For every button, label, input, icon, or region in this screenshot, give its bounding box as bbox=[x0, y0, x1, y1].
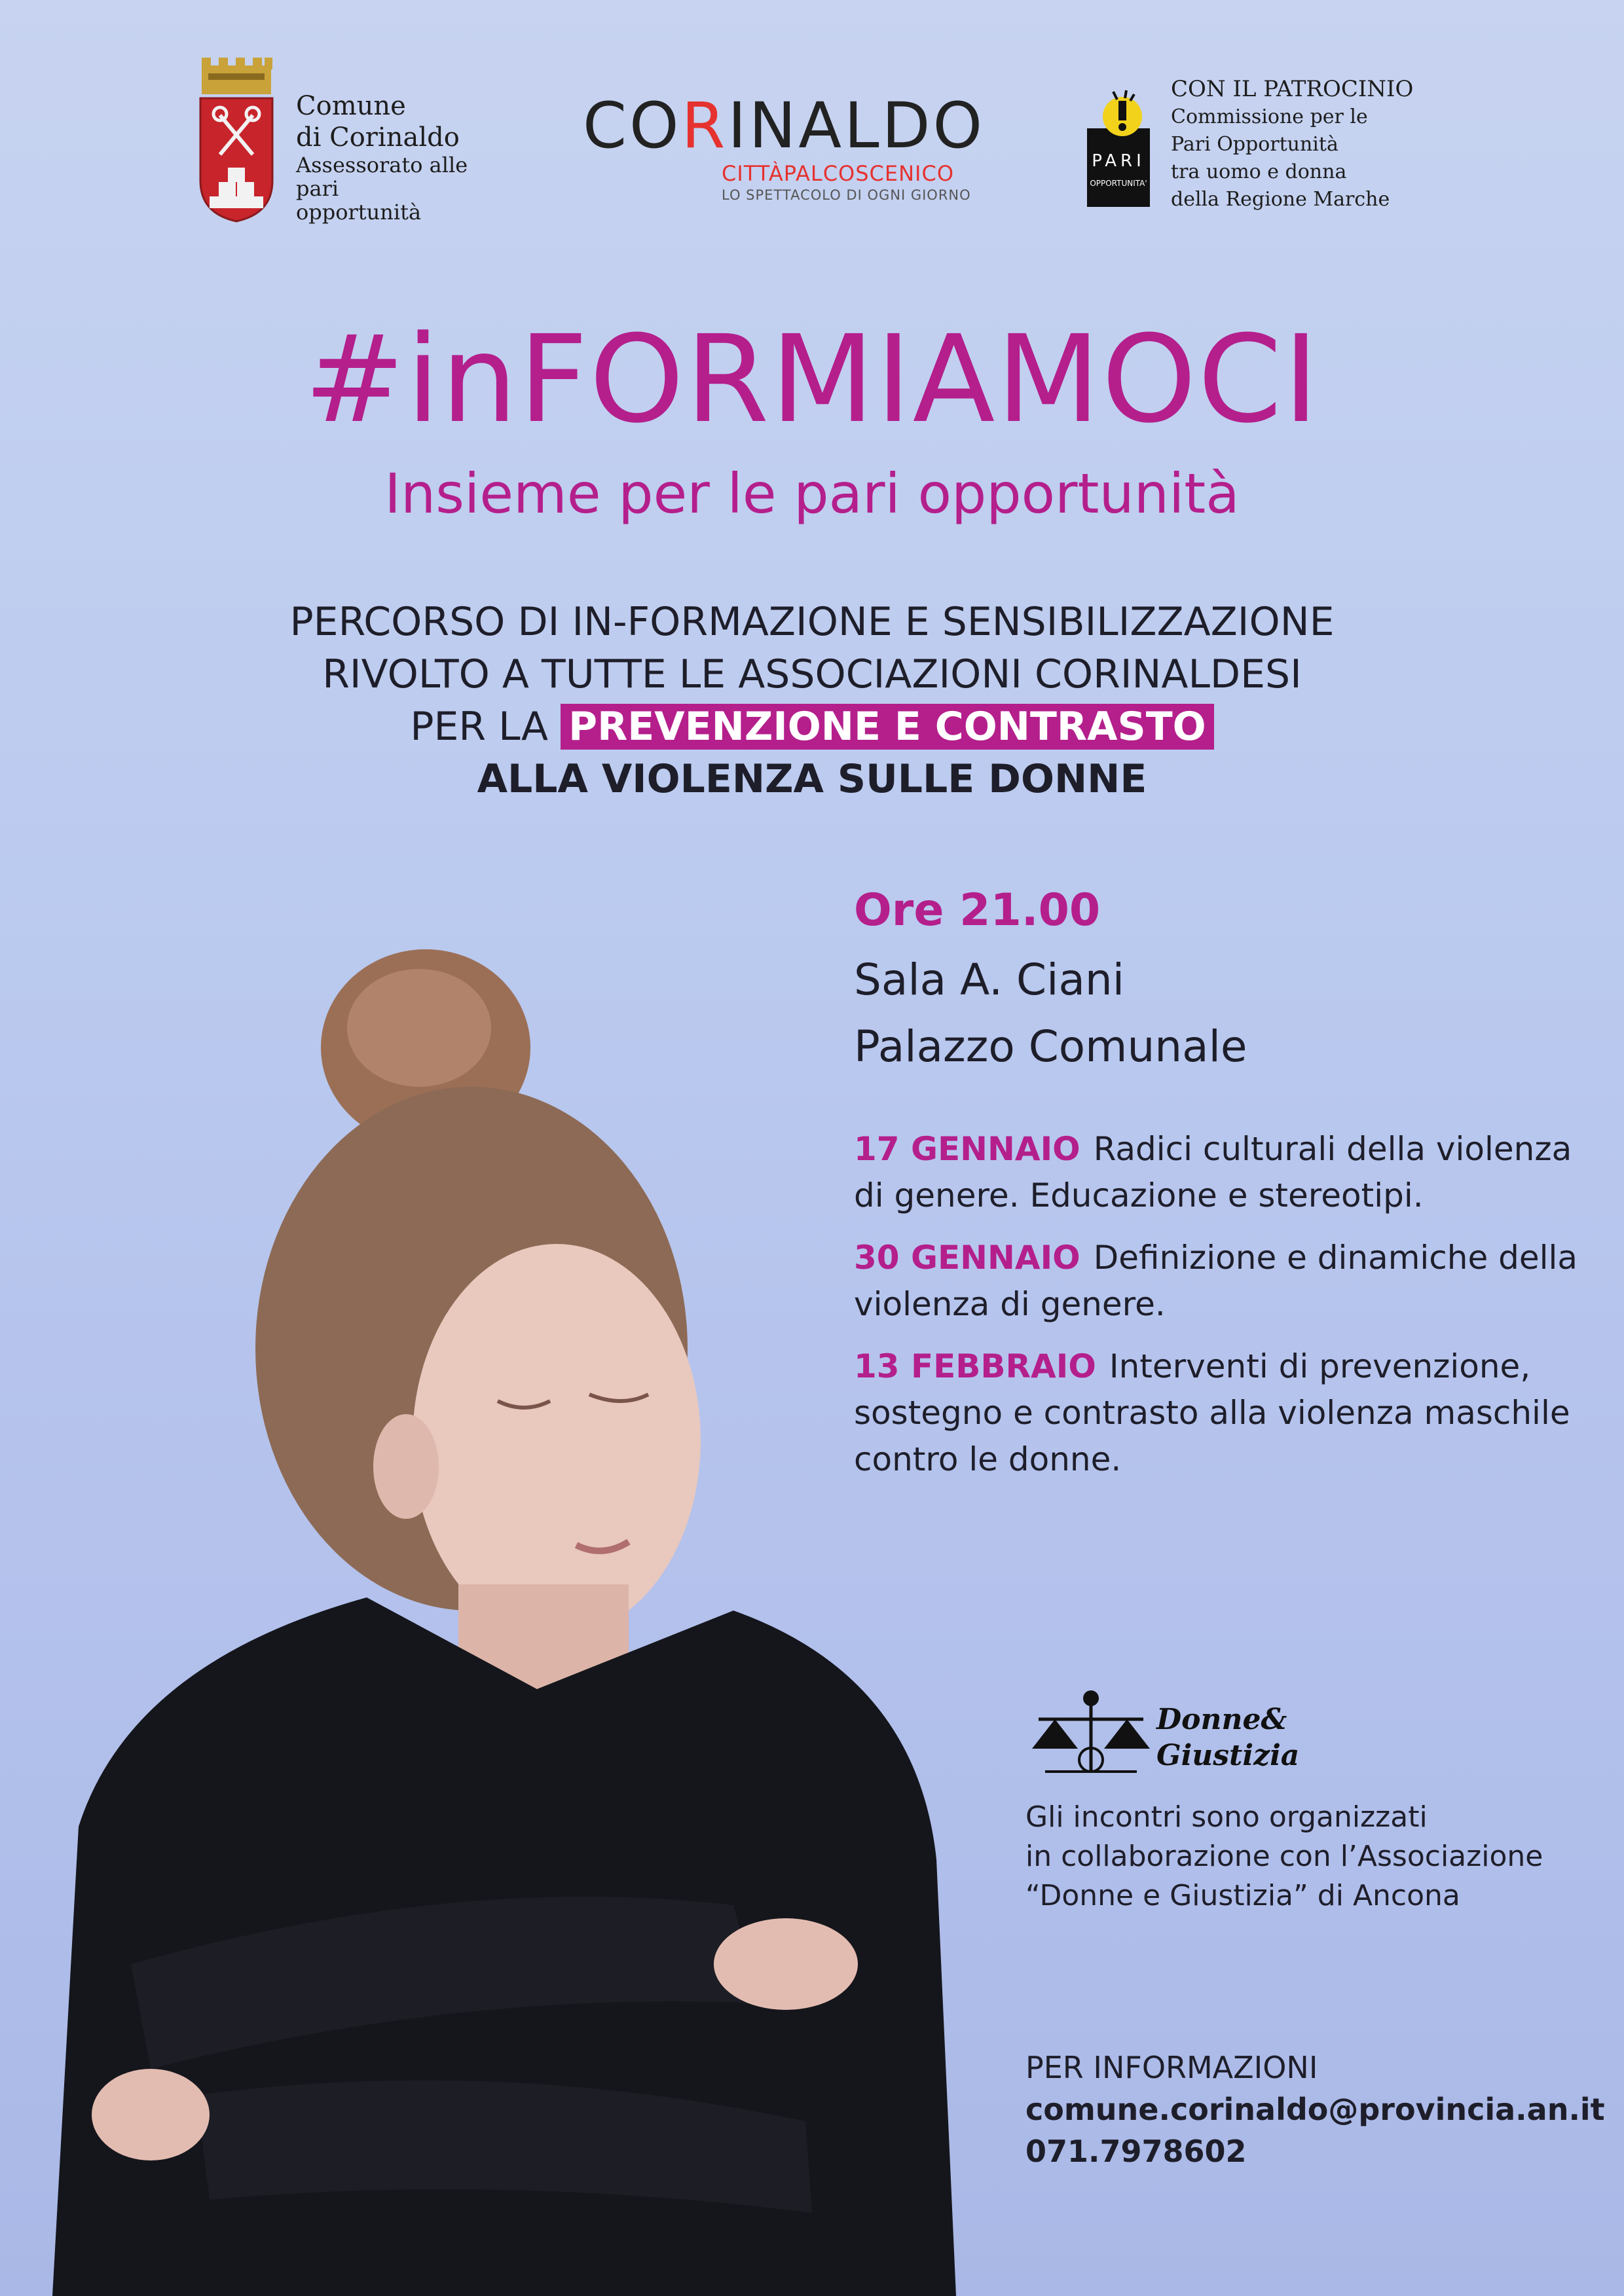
contact-email-link[interactable]: comune.corinaldo@provincia.an.it bbox=[1025, 2092, 1605, 2127]
schedule-topic: Definizione e dinamiche della violenza di genere. bbox=[854, 1239, 1578, 1323]
schedule-date: 30 GENNAIO bbox=[854, 1239, 1080, 1277]
svg-text:Giustizia: Giustizia bbox=[1156, 1739, 1300, 1772]
event-time: Ore 21.00 bbox=[854, 884, 1101, 936]
schedule-date: 13 FEBBRAIO bbox=[854, 1347, 1096, 1385]
schedule-item bbox=[854, 1126, 1600, 1219]
schedule-topic: Radici culturali della violenza di genere. Educazione e stereotipi. bbox=[854, 1130, 1572, 1214]
comune-corinaldo-logo bbox=[194, 56, 469, 227]
schedule-item bbox=[854, 1343, 1600, 1483]
department-label-2: pari opportunità bbox=[296, 176, 422, 225]
municipality-label: di Corinaldo bbox=[296, 122, 460, 153]
donne-e-giustizia-logo bbox=[1025, 1686, 1327, 1785]
coat-of-arms-icon bbox=[194, 56, 279, 227]
intro-line-1: PERCORSO DI IN-FORMAZIONE E SENSIBILIZZAZIONE bbox=[289, 599, 1335, 645]
brand-wordmark: CORINALDO bbox=[583, 89, 986, 162]
schedule-item bbox=[854, 1235, 1600, 1328]
schedule-date: 17 GENNAIO bbox=[854, 1130, 1080, 1168]
contact-phone-link[interactable]: 071.7978602 bbox=[1025, 2134, 1247, 2169]
campaign-subtitle: Insieme per le pari opportunità bbox=[384, 462, 1240, 526]
woman-photo bbox=[0, 943, 982, 2296]
collaboration-note bbox=[1025, 1798, 1615, 1916]
intro-text bbox=[0, 596, 1624, 805]
patronage-label: CON IL PATROCINIO bbox=[1171, 76, 1414, 102]
brand-tagline: CITTÀPALCOSCENICO bbox=[722, 161, 954, 186]
campaign-hashtag-title: #inFORMIAMOCI bbox=[304, 310, 1320, 450]
intro-line-3: PER LA PREVENZIONE E CONTRASTO bbox=[0, 701, 1624, 753]
venue-building: Palazzo Comunale bbox=[854, 1021, 1247, 1072]
commission-line-4: della Regione Marche bbox=[1171, 188, 1390, 211]
svg-text:OPPORTUNITA': OPPORTUNITA' bbox=[1090, 179, 1147, 188]
commission-line-2: Pari Opportunità bbox=[1171, 133, 1338, 156]
corinaldo-brand-logo bbox=[576, 86, 1035, 217]
brand-slogan: LO SPETTACOLO DI OGNI GIORNO bbox=[722, 187, 971, 203]
commission-line-3: tra uomo e donna bbox=[1171, 160, 1347, 183]
highlight-label: PREVENZIONE E CONTRASTO bbox=[561, 704, 1214, 750]
intro-line-2: RIVOLTO A TUTTE LE ASSOCIAZIONI CORINALDESI bbox=[322, 651, 1302, 697]
collab-line-3: “Donne e Giustizia” di Ancona bbox=[1025, 1879, 1460, 1912]
intro-line-4: ALLA VIOLENZA SULLE DONNE bbox=[477, 756, 1147, 802]
svg-text:PARI: PARI bbox=[1092, 151, 1145, 171]
schedule-list bbox=[854, 1126, 1600, 1499]
svg-text:Donne&: Donne& bbox=[1156, 1703, 1287, 1736]
collab-line-1: Gli incontri sono organizzati bbox=[1025, 1800, 1428, 1834]
collab-line-2: in collaborazione con l’Associazione bbox=[1025, 1840, 1543, 1873]
event-venue bbox=[854, 947, 1247, 1080]
exclamation-badge-icon bbox=[1087, 89, 1150, 207]
comune-label: Comune bbox=[296, 91, 406, 121]
department-label: Assessorato alle bbox=[296, 153, 468, 177]
schedule-topic: Interventi di prevenzione, sostegno e contrasto alla violenza maschile contro le donne. bbox=[854, 1347, 1570, 1478]
pari-opportunita-logo bbox=[1087, 63, 1454, 220]
contact-label: PER INFORMAZIONI bbox=[1025, 2050, 1318, 2085]
commission-line-1: Commissione per le bbox=[1171, 105, 1368, 128]
contact-info bbox=[1025, 2047, 1615, 2172]
venue-room: Sala A. Ciani bbox=[854, 955, 1125, 1005]
